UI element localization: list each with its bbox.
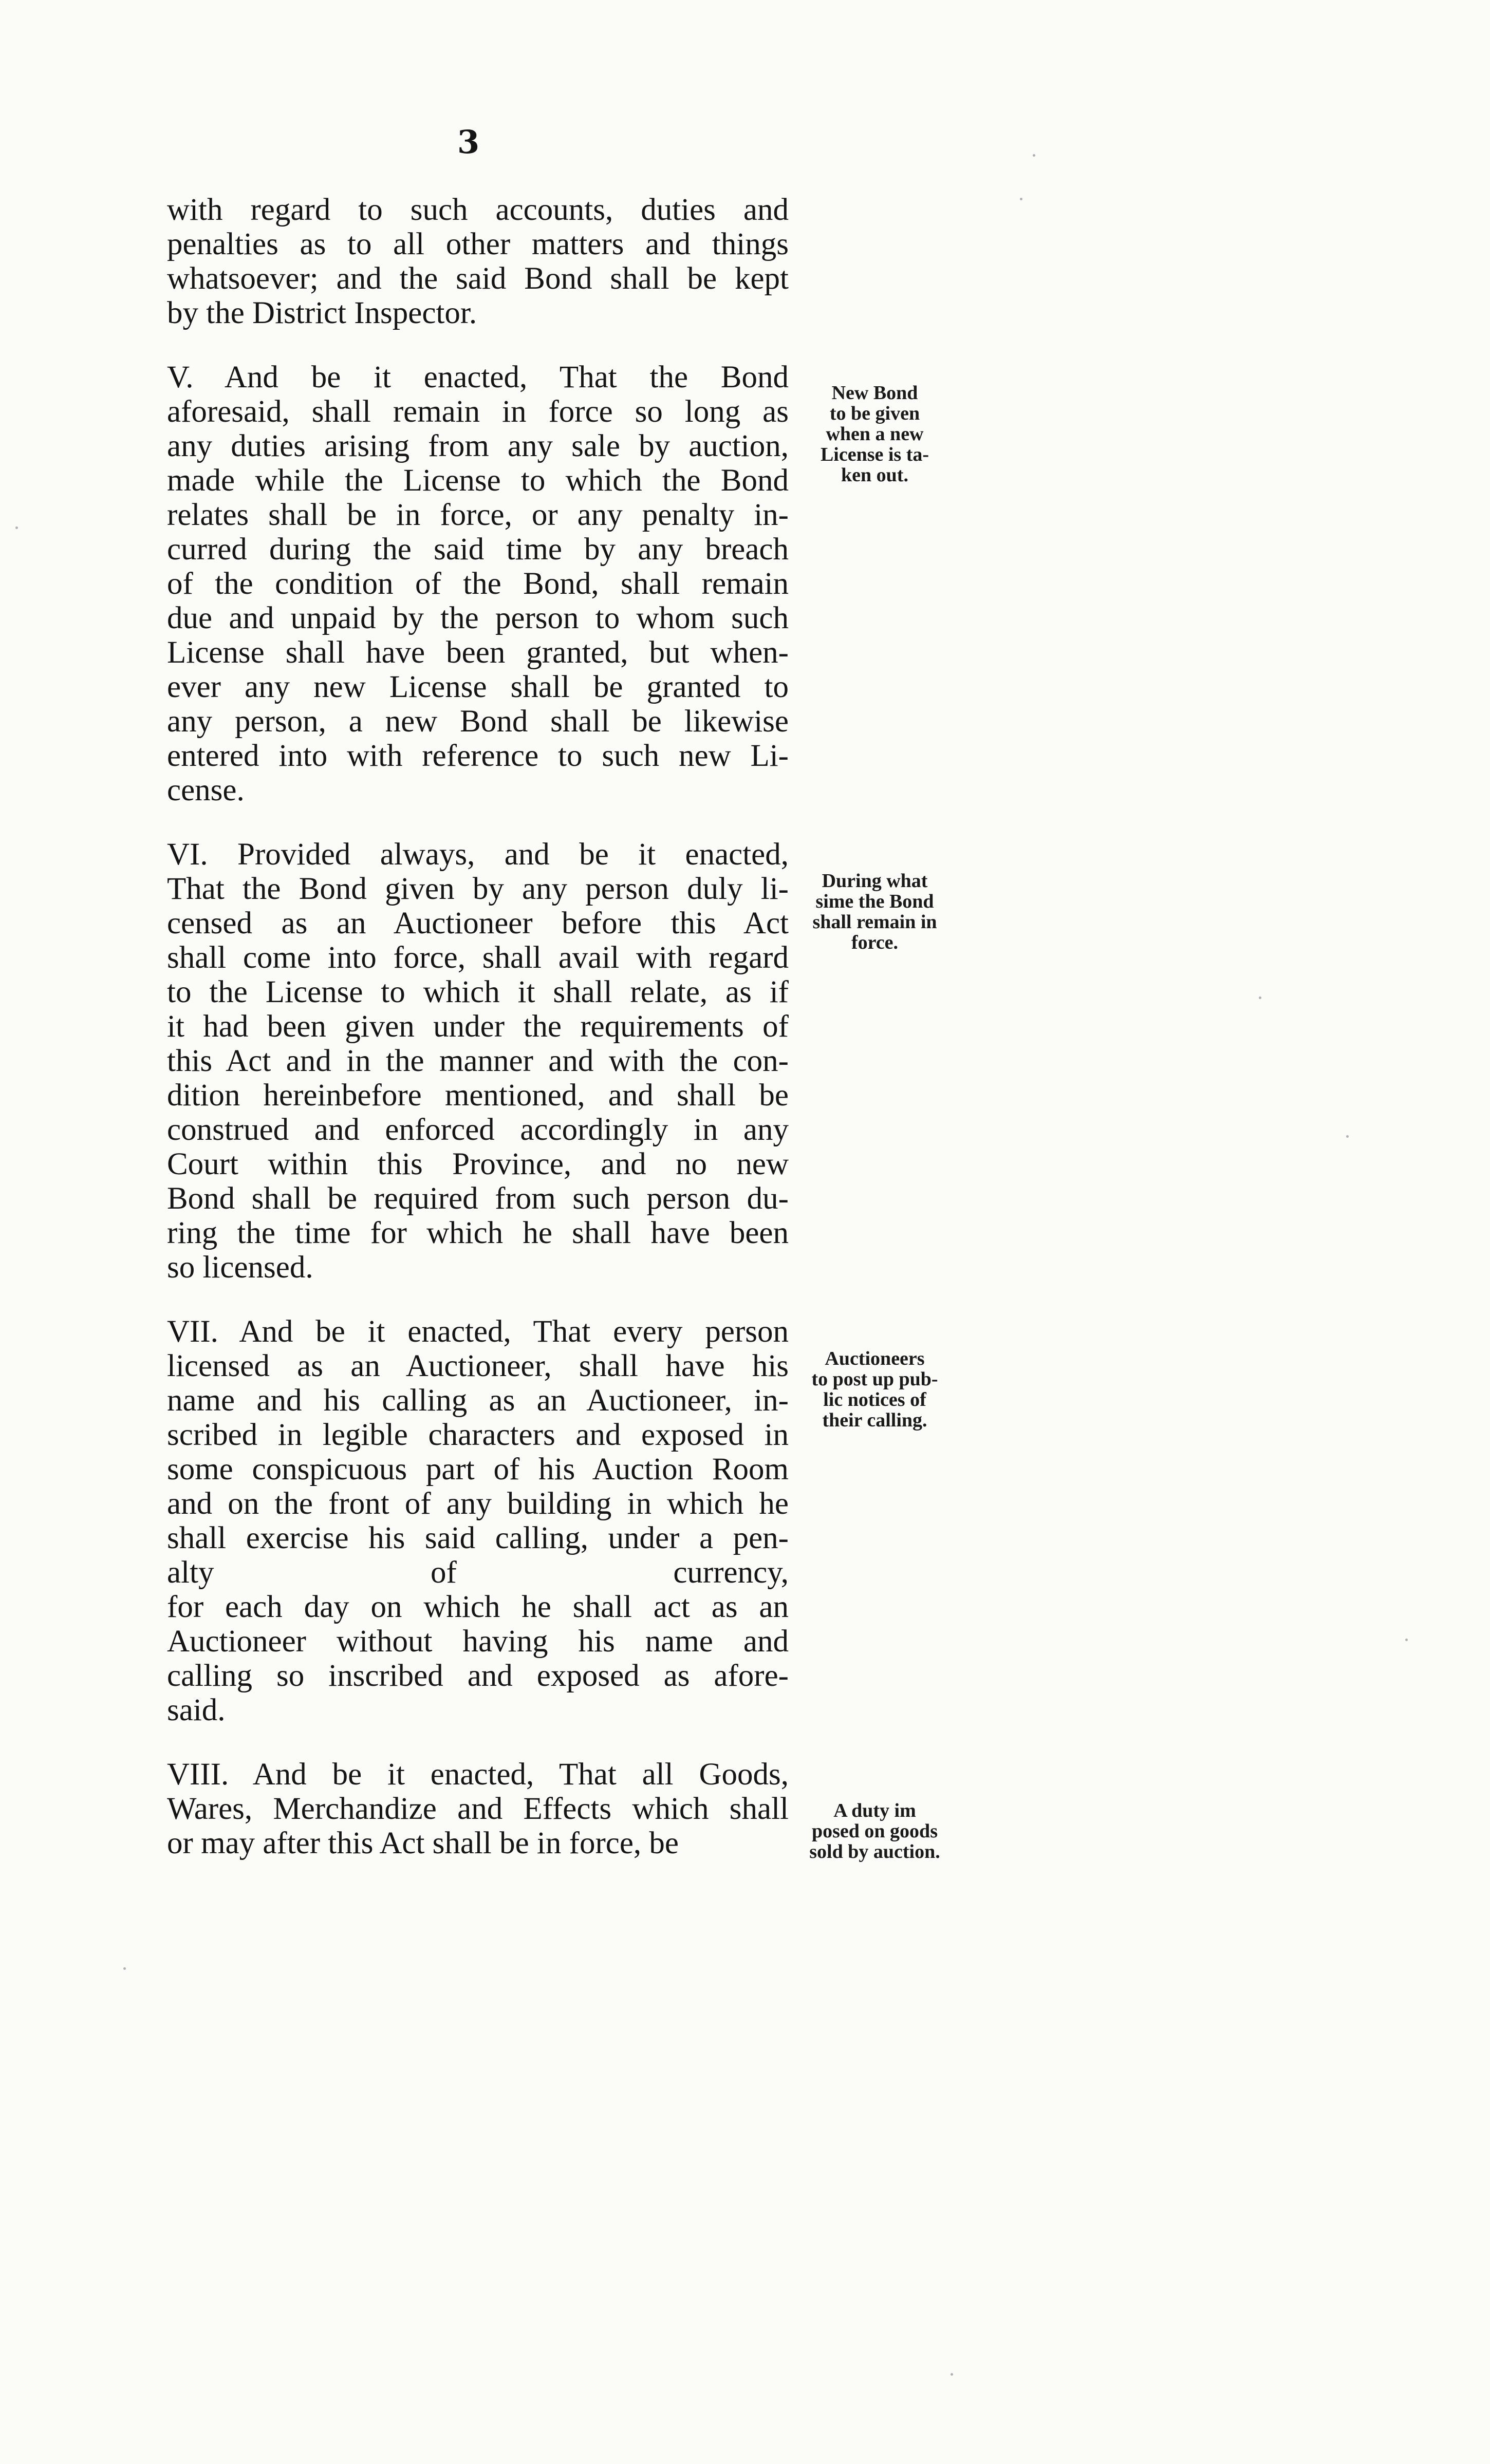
margin-note-line: force.	[851, 932, 899, 953]
margin-note-line: their calling.	[822, 1409, 927, 1431]
text-line: construed and enforced accordingly in any	[167, 1113, 789, 1147]
text-line: to the License to which it shall relate, as if	[167, 975, 789, 1009]
section-vii	[167, 1314, 789, 1727]
margin-note-line: to be given	[829, 403, 920, 424]
text-line: curred during the said time by any breach	[167, 532, 789, 567]
section-v	[167, 360, 789, 807]
margin-note-line: when a new	[826, 423, 924, 445]
text-line: calling so inscribed and exposed as afore-	[167, 1659, 789, 1693]
text-line: some conspicuous part of his Auction Room	[167, 1452, 789, 1487]
margin-note-auction-duty	[802, 1800, 948, 1862]
text-line: it had been given under the requirements of	[167, 1009, 789, 1044]
text-line: entered into with reference to such new Li-	[167, 739, 789, 773]
text-line: and on the front of any building in which he	[167, 1487, 789, 1521]
margin-note-line: ken out.	[841, 464, 908, 486]
text-line: or may after this Act shall be in force, be	[167, 1826, 679, 1860]
text-line: Wares, Merchandize and Effects which shall	[167, 1792, 789, 1826]
text-line: That the Bond given by any person duly li-	[167, 872, 789, 906]
margin-note-line: lic notices of	[823, 1389, 926, 1410]
text-line: Court within this Province, and no new	[167, 1147, 789, 1181]
margin-note-line: shall remain in	[812, 911, 937, 933]
margin-note-new-bond	[802, 383, 948, 485]
text-line: any person, a new Bond shall be likewise	[167, 704, 789, 739]
margin-note-line: During what	[822, 870, 928, 892]
text-line: said.	[167, 1693, 226, 1727]
text-line: with regard to such accounts, duties and	[167, 193, 789, 227]
text-line: Bond shall be required from such person du-	[167, 1181, 789, 1216]
text-line: VI. Provided always, and be it enacted,	[167, 837, 789, 872]
page-number: 3	[457, 123, 480, 161]
margin-note-line: sime the Bond	[815, 891, 934, 912]
text-line: by the District Inspector.	[167, 296, 477, 330]
text-line: any duties arising from any sale by auction,	[167, 429, 789, 463]
text-line: censed as an Auctioneer before this Act	[167, 906, 789, 941]
margin-note-line: to post up pub-	[811, 1368, 938, 1390]
text-line: whatsoever; and the said Bond shall be kept	[167, 261, 789, 296]
margin-note-line: sold by auction.	[809, 1841, 940, 1863]
text-line: relates shall be in force, or any penalty in-	[167, 498, 789, 532]
text-line: name and his calling as an Auctioneer, in-	[167, 1383, 789, 1418]
text-line: cense.	[167, 773, 245, 807]
text-line: VII. And be it enacted, That every person	[167, 1314, 789, 1349]
margin-note-line: License is ta-	[820, 444, 929, 465]
text-line: made while the License to which the Bond	[167, 463, 789, 498]
text-line: so licensed.	[167, 1250, 313, 1285]
text-line: due and unpaid by the person to whom such	[167, 601, 789, 635]
margin-note-line: Auctioneers	[825, 1348, 925, 1369]
text-line: alty of currency,	[167, 1555, 789, 1590]
text-line: scribed in legible characters and exposed in	[167, 1418, 789, 1452]
text-line: Auctioneer without having his name and	[167, 1624, 789, 1659]
margin-note-line: posed on goods	[812, 1820, 938, 1842]
margin-note-line: A duty im	[833, 1800, 916, 1821]
section-continuation	[167, 193, 789, 330]
text-line: VIII. And be it enacted, That all Goods,	[167, 1757, 789, 1792]
text-line: V. And be it enacted, That the Bond	[167, 360, 789, 394]
text-line: ring the time for which he shall have been	[167, 1216, 789, 1250]
margin-note-bond-duration	[802, 871, 948, 953]
text-line: ever any new License shall be granted to	[167, 670, 789, 704]
main-text-column	[167, 193, 789, 1860]
section-viii	[167, 1757, 789, 1860]
section-vi	[167, 837, 789, 1285]
margin-note-line: New Bond	[831, 382, 918, 404]
text-line: for each day on which he shall act as an	[167, 1590, 789, 1624]
text-line: this Act and in the manner and with the con-	[167, 1044, 789, 1078]
text-line: shall exercise his said calling, under a pen-	[167, 1521, 789, 1555]
text-line: of the condition of the Bond, shall remain	[167, 567, 789, 601]
text-line: License shall have been granted, but when-	[167, 635, 789, 670]
margin-note-auctioneer-notices	[802, 1348, 948, 1431]
text-line: shall come into force, shall avail with regard	[167, 941, 789, 975]
text-line: penalties as to all other matters and things	[167, 227, 789, 261]
text-line: aforesaid, shall remain in force so long as	[167, 394, 789, 429]
text-line: dition hereinbefore mentioned, and shall be	[167, 1078, 789, 1113]
text-line: licensed as an Auctioneer, shall have his	[167, 1349, 789, 1383]
